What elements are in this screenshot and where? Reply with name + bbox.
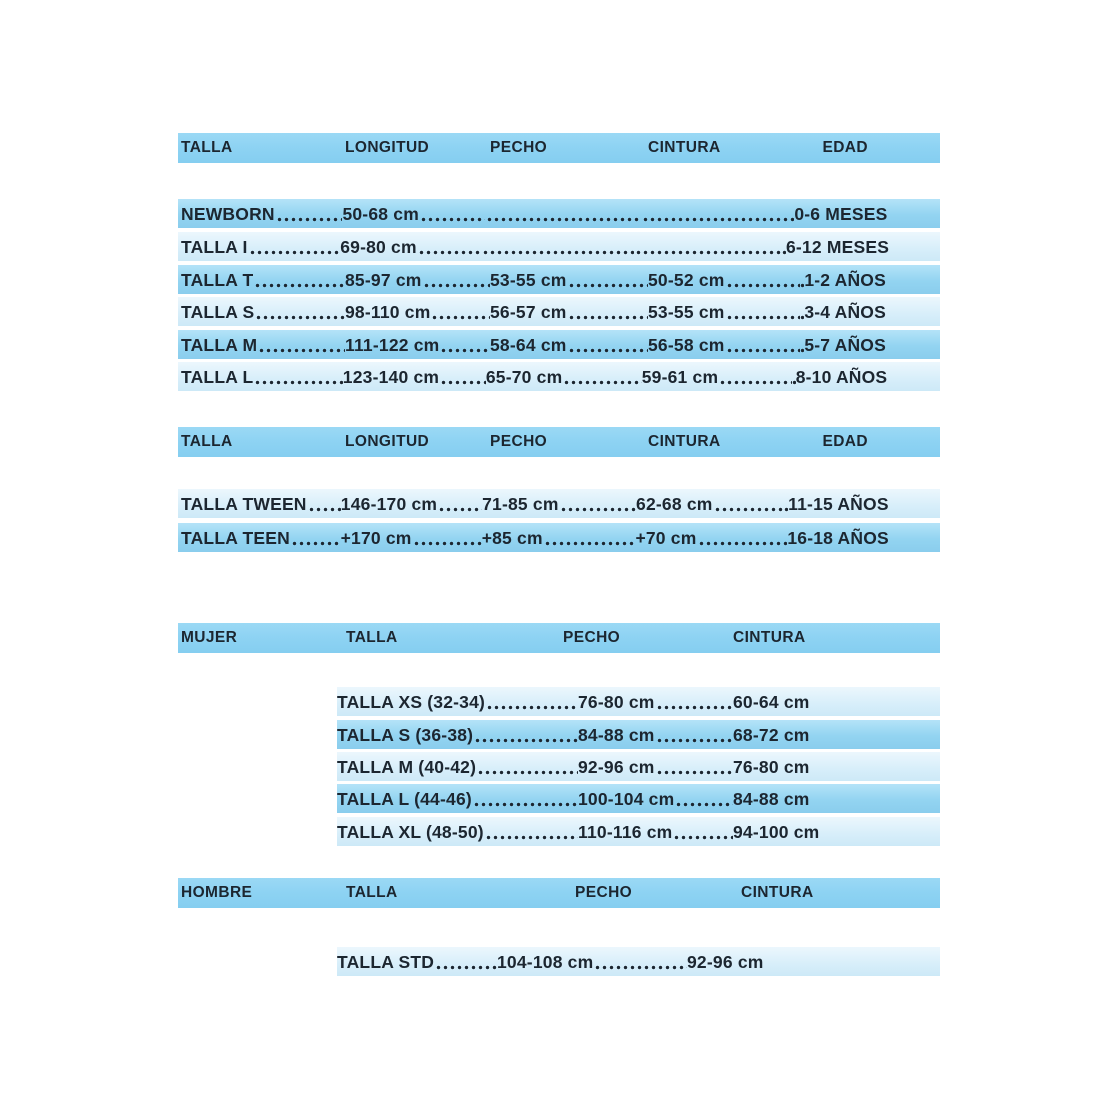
cell-talla	[337, 784, 578, 813]
cell-talla	[337, 720, 578, 749]
cell-cintura	[648, 265, 800, 294]
size-label: TALLA T	[181, 270, 254, 290]
dot-leader	[727, 313, 800, 322]
dot-leader	[255, 281, 345, 290]
pecho-value: 56-57 cm	[490, 302, 567, 322]
size-label: TALLA XL (48-50)	[337, 822, 484, 842]
header-cell-pecho	[490, 133, 648, 163]
cell-talla	[337, 947, 497, 976]
cell-edad	[800, 265, 940, 294]
cell-cintura	[634, 232, 782, 261]
longitud-value: 85-97 cm	[345, 270, 422, 290]
cintura-value: 56-58 cm	[648, 335, 725, 355]
edad-value: 1-2 AÑOS	[804, 270, 886, 290]
header-label-edad: EDAD	[822, 139, 868, 156]
cell-pecho	[482, 523, 636, 552]
cell-talla	[178, 199, 342, 228]
dot-leader	[421, 215, 485, 224]
dot-leader	[436, 963, 497, 972]
cintura-value: 53-55 cm	[648, 302, 725, 322]
cell-talla	[178, 362, 343, 391]
header-cell-longitud	[345, 133, 490, 163]
cintura-value: 84-88 cm	[733, 789, 810, 809]
header-label-cintura: CINTURA	[648, 433, 721, 450]
cintura-value: 94-100 cm	[733, 822, 820, 842]
cell-cintura	[642, 362, 792, 391]
women-row-xs	[337, 687, 940, 716]
dot-leader	[595, 963, 687, 972]
cell-talla	[178, 523, 341, 552]
cell-pecho	[578, 687, 733, 716]
dot-leader	[432, 313, 490, 322]
dot-leader	[657, 736, 733, 745]
header-label-edad: EDAD	[822, 433, 868, 450]
cell-pecho	[481, 232, 634, 261]
cell-cintura	[635, 523, 783, 552]
kids-row-talla-l	[178, 362, 940, 391]
dot-leader	[424, 281, 490, 290]
cell-longitud	[345, 265, 490, 294]
header-label-cintura: CINTURA	[733, 629, 806, 646]
kids-row-talla-t	[178, 265, 940, 294]
header-cell-cintura	[648, 427, 800, 457]
header-label-longitud: LONGITUD	[345, 139, 430, 156]
cell-longitud	[341, 489, 482, 518]
cell-talla	[178, 330, 345, 359]
dot-leader	[545, 539, 636, 548]
cintura-value: 68-72 cm	[733, 725, 810, 745]
cell-pecho	[578, 752, 733, 781]
men-table-header	[178, 878, 940, 908]
cell-cintura	[648, 330, 800, 359]
header-cell-pecho	[575, 878, 741, 908]
edad-value: 5-7 AÑOS	[804, 335, 886, 355]
pecho-value: 92-96 cm	[578, 757, 655, 777]
cell-pecho	[490, 265, 648, 294]
cell-cintura	[733, 817, 940, 846]
kids-row-talla-i	[178, 232, 940, 261]
dot-leader	[569, 281, 648, 290]
size-label: TALLA L (44-46)	[337, 789, 472, 809]
cell-talla	[337, 752, 578, 781]
cintura-value: 62-68 cm	[636, 494, 713, 514]
dot-leader	[441, 346, 490, 355]
header-cell-talla	[346, 878, 575, 908]
cell-pecho	[486, 362, 642, 391]
dot-leader	[439, 505, 482, 514]
dot-leader	[487, 215, 641, 224]
men-row-std	[337, 947, 940, 976]
cintura-value: 92-96 cm	[687, 952, 764, 972]
size-label: TALLA TWEEN	[181, 494, 307, 514]
cintura-value: 50-52 cm	[648, 270, 725, 290]
header-label-hombre: HOMBRE	[181, 884, 253, 901]
kids-row-newborn	[178, 199, 940, 228]
header-cell-hombre	[178, 878, 346, 908]
dot-leader	[657, 703, 733, 712]
cell-talla	[337, 817, 578, 846]
longitud-value: 69-80 cm	[340, 237, 417, 257]
pecho-value: 58-64 cm	[490, 335, 567, 355]
size-label: NEWBORN	[181, 204, 275, 224]
kids-table-header	[178, 133, 940, 163]
teen-row-tween	[178, 489, 940, 518]
dot-leader	[255, 378, 342, 387]
longitud-value: 50-68 cm	[342, 204, 419, 224]
dot-leader	[256, 313, 345, 322]
dot-leader	[419, 248, 481, 257]
dot-leader	[475, 736, 578, 745]
kids-row-talla-m	[178, 330, 940, 359]
dot-leader	[676, 800, 733, 809]
cell-pecho	[482, 489, 636, 518]
cell-cintura	[636, 489, 784, 518]
header-label-pecho: PECHO	[575, 884, 633, 901]
dot-leader	[474, 800, 578, 809]
dot-leader	[478, 768, 578, 777]
teen-table-header	[178, 427, 940, 457]
cell-edad	[800, 330, 940, 359]
pecho-value: 110-116 cm	[578, 822, 673, 842]
pecho-value: 71-85 cm	[482, 494, 559, 514]
edad-value: 11-15 AÑOS	[788, 494, 889, 514]
cell-edad	[790, 199, 940, 228]
dot-leader	[636, 248, 782, 257]
women-row-xl	[337, 817, 940, 846]
cell-longitud	[341, 523, 482, 552]
dot-leader	[309, 505, 341, 514]
women-table-header	[178, 623, 940, 653]
cell-talla	[337, 687, 578, 716]
cell-pecho	[485, 199, 641, 228]
cell-talla	[178, 489, 341, 518]
longitud-value: 111-122 cm	[345, 335, 440, 355]
cell-pecho	[497, 947, 687, 976]
dot-leader	[250, 248, 341, 257]
header-label-pecho: PECHO	[563, 629, 621, 646]
header-label-talla: TALLA	[181, 139, 233, 156]
edad-value: 0-6 MESES	[794, 204, 888, 224]
longitud-value: 98-110 cm	[345, 302, 431, 322]
header-label-talla: TALLA	[346, 884, 398, 901]
size-label: TALLA I	[181, 237, 248, 257]
cell-cintura	[641, 199, 791, 228]
pecho-value: 104-108 cm	[497, 952, 594, 972]
header-label-mujer: MUJER	[181, 629, 238, 646]
pecho-value: 65-70 cm	[485, 367, 563, 387]
cell-talla	[178, 297, 345, 326]
cell-edad	[792, 362, 940, 391]
dot-leader	[569, 346, 648, 355]
cell-longitud	[345, 297, 490, 326]
dot-leader	[483, 248, 634, 257]
pecho-value: +85 cm	[481, 528, 543, 548]
cintura-value: 60-64 cm	[733, 692, 810, 712]
dot-leader	[720, 378, 791, 387]
header-cell-edad	[800, 427, 940, 457]
dot-leader	[292, 539, 341, 548]
cell-cintura	[687, 947, 940, 976]
longitud-value: 123-140 cm	[342, 367, 440, 387]
header-cell-cintura	[648, 133, 800, 163]
cintura-value: +70 cm	[635, 528, 697, 548]
dot-leader	[643, 215, 791, 224]
header-cell-cintura	[733, 623, 940, 653]
cell-cintura	[733, 784, 940, 813]
kids-row-talla-s	[178, 297, 940, 326]
header-cell-talla	[178, 427, 345, 457]
size-label: TALLA M (40-42)	[337, 757, 477, 777]
dot-leader	[259, 346, 345, 355]
dot-leader	[487, 703, 578, 712]
edad-value: 6-12 MESES	[786, 237, 890, 257]
header-label-pecho: PECHO	[490, 139, 548, 156]
cell-edad	[783, 523, 940, 552]
header-cell-edad	[800, 133, 940, 163]
pecho-value: 76-80 cm	[578, 692, 655, 712]
header-cell-cintura	[741, 878, 940, 908]
cell-pecho	[578, 817, 733, 846]
teen-row-teen	[178, 523, 940, 552]
longitud-value: +170 cm	[340, 528, 412, 548]
dot-leader	[414, 539, 482, 548]
pecho-value: 84-88 cm	[578, 725, 655, 745]
women-row-l	[337, 784, 940, 813]
pecho-value: 100-104 cm	[578, 789, 675, 809]
cell-talla	[178, 265, 345, 294]
dot-leader	[727, 346, 800, 355]
cell-cintura	[733, 720, 940, 749]
cell-cintura	[733, 687, 940, 716]
cell-pecho	[490, 330, 648, 359]
women-row-s	[337, 720, 940, 749]
header-cell-pecho	[563, 623, 733, 653]
header-label-cintura: CINTURA	[741, 884, 814, 901]
header-cell-talla	[178, 133, 345, 163]
dot-leader	[441, 378, 486, 387]
dot-leader	[699, 539, 784, 548]
cell-longitud	[342, 199, 485, 228]
size-label: TALLA STD	[337, 952, 435, 972]
edad-value: 16-18 AÑOS	[787, 528, 889, 548]
size-label: TALLA L	[181, 367, 254, 387]
cell-pecho	[578, 784, 733, 813]
header-label-longitud: LONGITUD	[345, 433, 430, 450]
dot-leader	[569, 313, 648, 322]
size-label: TALLA TEEN	[181, 528, 290, 548]
dot-leader	[674, 833, 733, 842]
cell-edad	[782, 232, 940, 261]
header-cell-pecho	[490, 427, 648, 457]
cell-cintura	[648, 297, 800, 326]
edad-value: 3-4 AÑOS	[804, 302, 886, 322]
cintura-value: 59-61 cm	[641, 367, 719, 387]
cell-longitud	[340, 232, 481, 261]
dot-leader	[727, 281, 800, 290]
dot-leader	[277, 215, 343, 224]
header-cell-mujer	[178, 623, 346, 653]
cell-longitud	[343, 362, 486, 391]
size-label: TALLA M	[181, 335, 258, 355]
cell-pecho	[490, 297, 648, 326]
dot-leader	[657, 768, 733, 777]
longitud-value: 146-170 cm	[340, 494, 438, 514]
size-label: TALLA S	[181, 302, 255, 322]
header-cell-talla	[346, 623, 563, 653]
pecho-value: 53-55 cm	[490, 270, 567, 290]
cell-edad	[784, 489, 940, 518]
header-label-pecho: PECHO	[490, 433, 548, 450]
cell-longitud	[345, 330, 490, 359]
cell-talla	[178, 232, 340, 261]
header-cell-longitud	[345, 427, 490, 457]
size-label: TALLA S (36-38)	[337, 725, 474, 745]
edad-value: 8-10 AÑOS	[795, 367, 888, 387]
cell-cintura	[733, 752, 940, 781]
size-label: TALLA XS (32-34)	[337, 692, 486, 712]
dot-leader	[564, 378, 641, 387]
cell-edad	[800, 297, 940, 326]
header-label-talla: TALLA	[346, 629, 398, 646]
dot-leader	[486, 833, 578, 842]
dot-leader	[561, 505, 636, 514]
header-label-talla: TALLA	[181, 433, 233, 450]
cell-pecho	[578, 720, 733, 749]
cintura-value: 76-80 cm	[733, 757, 810, 777]
header-label-cintura: CINTURA	[648, 139, 721, 156]
women-row-m	[337, 752, 940, 781]
dot-leader	[715, 505, 785, 514]
